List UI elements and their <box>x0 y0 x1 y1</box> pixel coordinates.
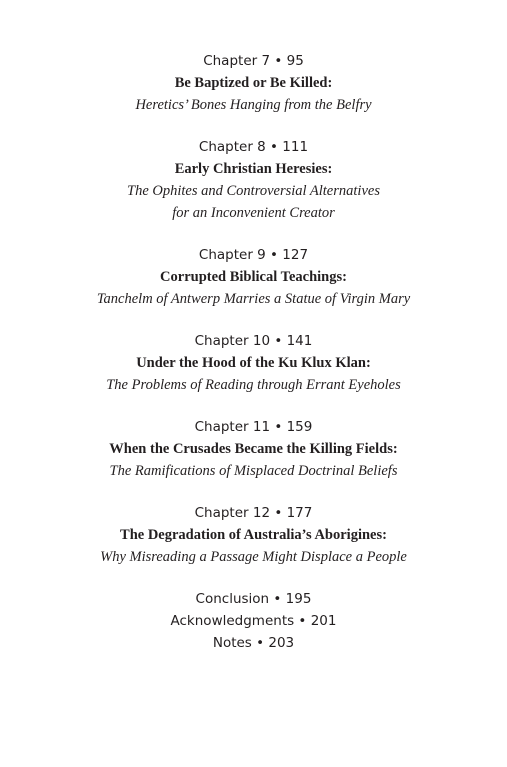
back-matter-conclusion: Conclusion • 195 <box>195 591 312 607</box>
back-matter-acknowledgments: Acknowledgments • 201 <box>170 613 337 629</box>
toc-entry-chapter-8 <box>0 136 507 224</box>
chapter-number: Chapter 8 • 111 <box>198 139 309 155</box>
toc-entry-chapter-9 <box>0 244 507 310</box>
chapter-subtitle: Why Misreading a Passage Might Displace a People <box>100 549 407 565</box>
chapter-subtitle: The Ramifications of Misplaced Doctrinal Beliefs <box>109 463 398 479</box>
chapter-title: When the Crusades Became the Killing Fields: <box>109 441 398 457</box>
chapter-number: Chapter 12 • 177 <box>194 505 313 521</box>
back-matter <box>0 588 507 654</box>
back-matter-notes: Notes • 203 <box>212 635 295 651</box>
toc-entry-chapter-7 <box>0 50 507 116</box>
chapter-number: Chapter 11 • 159 <box>194 419 313 435</box>
chapter-title: Early Christian Heresies: <box>174 161 333 177</box>
toc-entry-chapter-12 <box>0 502 507 568</box>
chapter-subtitle: Heretics’ Bones Hanging from the Belfry <box>135 97 372 113</box>
chapter-number: Chapter 7 • 95 <box>203 53 304 69</box>
chapter-title: The Degradation of Australia’s Aborigines: <box>120 527 387 543</box>
chapter-title: Be Baptized or Be Killed: <box>174 75 333 91</box>
table-of-contents <box>0 50 507 654</box>
chapter-subtitle: The Ophites and Controversial Alternatives <box>127 183 380 199</box>
toc-entry-chapter-11 <box>0 416 507 482</box>
chapter-subtitle: The Problems of Reading through Errant Eyeholes <box>106 377 401 393</box>
chapter-title: Under the Hood of the Ku Klux Klan: <box>136 355 371 371</box>
chapter-title: Corrupted Biblical Teachings: <box>160 269 347 285</box>
toc-entry-chapter-10 <box>0 330 507 396</box>
chapter-number: Chapter 9 • 127 <box>198 247 309 263</box>
chapter-subtitle: Tanchelm of Antwerp Marries a Statue of Virgin Mary <box>96 291 411 307</box>
chapter-number: Chapter 10 • 141 <box>194 333 313 349</box>
chapter-subtitle-continued: for an Inconvenient Creator <box>172 205 335 221</box>
